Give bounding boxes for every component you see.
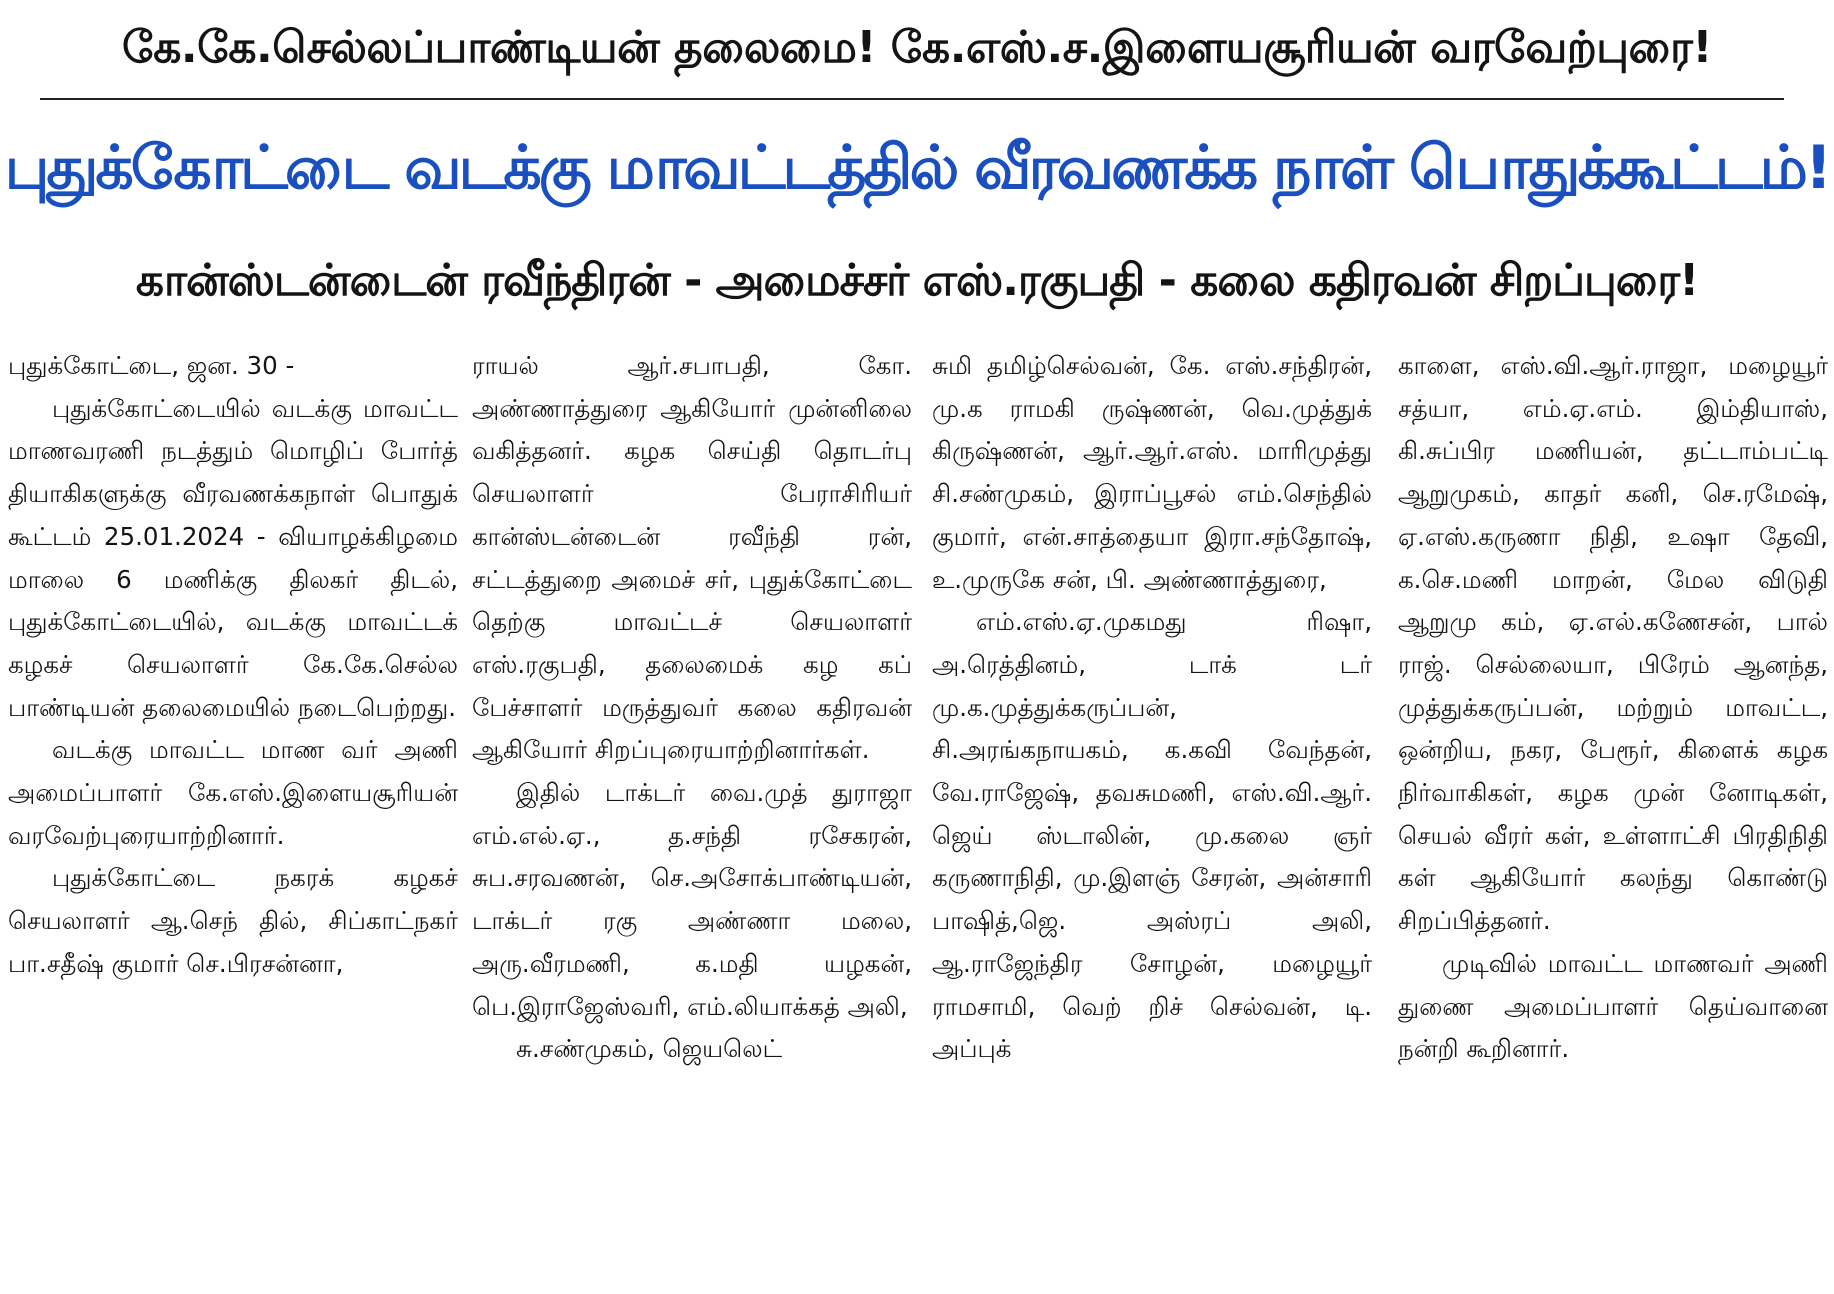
paragraph: காளை, எஸ்.வி.ஆர்.ராஜா, மழையூர் சத்யா, எம்.ஏ.எம். இம்தியாஸ், கி.சுப்பிர மணியன், தட்டாம்பட்டி ஆறுமுகம், காதர் கனி, செ.ரமேஷ், ஏ.எஸ்.கருணா நிதி, உஷா தேவி, க.செ.மணி மாறன், மேல விடுதி ஆறுமு கம், ஏ.எல்.கணேசன், பால் ராஜ். செல்லையா, பிரேம் ஆனந்த, முத்துக்கருப்பன், மற்றும் மாவட்ட, ஒன்றிய, நகர, பேரூர், கிளைக் கழக நிர்வாகிகள், கழக முன் னோடிகள், செயல் வீரர் கள், உள்ளாட்சி பிரதிநிதி கள் ஆகியோர் கலந்து கொண்டு சிறப்பித்தனர். bbox=[1398, 351, 1828, 936]
body-column-3 bbox=[932, 345, 1372, 1290]
paragraph: இதில் டாக்டர் வை.முத் துராஜா எம்.எல்.ஏ., த.சந்தி ரசேகரன், சுப.சரவணன், செ.அசோக்பாண்டியன், டாக்டர் ரகு அண்ணா மலை, அரு.வீரமணி, க.மதி யழகன், பெ.இராஜேஸ்வரி, எம்.லியாக்கத் அலி, bbox=[472, 778, 912, 1021]
kicker: கே.கே.செல்லப்பாண்டியன் தலைமை! கே.எஸ்.ச.இளையசூரியன் வரவேற்புரை! bbox=[122, 21, 1712, 73]
body-column-4 bbox=[1398, 345, 1828, 1290]
paragraph: முடிவில் மாவட்ட மாணவர் அணி துணை அமைப்பாளர் தெய்வானை நன்றி கூறினார். bbox=[1398, 948, 1828, 1064]
paragraph: எம்.எஸ்.ஏ.முகமது ரிஷா, அ.ரெத்தினம், டாக் டர் மு.க.முத்துக்கருப்பன், சி.அரங்கநாயகம், க.கவி வேந்தன், வே.ராஜேஷ், தவசுமணி, எஸ்.வி.ஆர். ஜெய் ஸ்டாலின், மு.கலை ஞர் கருணாநிதி, மு.இளஞ் சேரன், அன்சாரி பாஷித்,ஜெ. அஸ்ரப் அலி, ஆ.ராஜேந்திர சோழன், மழையூர் ராமசாமி, வெற் றிச் செல்வன், டி. அப்புக் bbox=[932, 607, 1372, 1064]
paragraph: வடக்கு மாவட்ட மாண வர் அணி அமைப்பாளர் கே.எஸ்.இளையசூரியன் வரவேற்புரையாற்றினார். bbox=[8, 735, 458, 850]
paragraph: புதுக்கோட்டையில் வடக்கு மாவட்ட மாணவரணி நடத்தும் மொழிப் போர்த் தியாகிகளுக்கு வீரவணக்கநாள் பொதுக் கூட்டம் 25.01.2024 - வியாழக்கிழமை மாலை 6 மணிக்கு திலகர் திடல், புதுக்கோட்டையில், வடக்கு மாவட்டக் கழகச் செயலாளர் கே.கே.செல்ல பாண்டியன் தலைமையில் நடைபெற்றது. bbox=[8, 393, 458, 722]
body-column-1 bbox=[8, 345, 458, 1290]
paragraph: ராயல் ஆர்.சபாபதி, கோ. அண்ணாத்துரை ஆகியோர் முன்னிலை வகித்தனர். கழக செய்தி தொடர்பு செயலாளர் பேராசிரியர் கான்ஸ்டன்டைன் ரவீந்தி ரன், சட்டத்துறை அமைச் சர், புதுக்கோட்டை தெற்கு மாவட்டச் செயலாளர் எஸ்.ரகுபதி, தலைமைக் கழ கப் பேச்சாளர் மருத்துவர் கலை கதிரவன் ஆகியோர் சிறப்புரையாற்றினார்கள். bbox=[472, 351, 912, 765]
body-column-2 bbox=[472, 345, 912, 1290]
paragraph: சுமி தமிழ்செல்வன், கே. எஸ்.சந்திரன், மு.க ராமகி ருஷ்ணன், வெ.முத்துக் கிருஷ்ணன், ஆர்.ஆர்.எஸ். மாரிமுத்து சி.சண்முகம், இராப்பூசல் எம்.செந்தில் குமார், என்.சாத்தையா இரா.சந்தோஷ், உ.முருகே சன், பி. அண்ணாத்துரை, bbox=[932, 351, 1372, 594]
paragraph: புதுக்கோட்டை நகரக் கழகச் செயலாளர் ஆ.செந் தில், சிப்காட்நகர் பா.சதீஷ் குமார் செ.பிரசன்னா, bbox=[8, 863, 458, 978]
divider bbox=[40, 98, 1784, 100]
headline: புதுக்கோட்டை வடக்கு மாவட்டத்தில் வீரவணக்க நாள் பொதுக்கூட்டம்! bbox=[4, 133, 1830, 203]
dateline: புதுக்கோட்டை, ஜன. 30 - bbox=[8, 351, 295, 380]
paragraph: சு.சண்முகம், ஜெயலெட் bbox=[516, 1034, 783, 1064]
subheadline: கான்ஸ்டன்டைன் ரவீந்திரன் - அமைச்சர் எஸ்.ரகுபதி - கலை கதிரவன் சிறப்புரை! bbox=[135, 254, 1699, 306]
